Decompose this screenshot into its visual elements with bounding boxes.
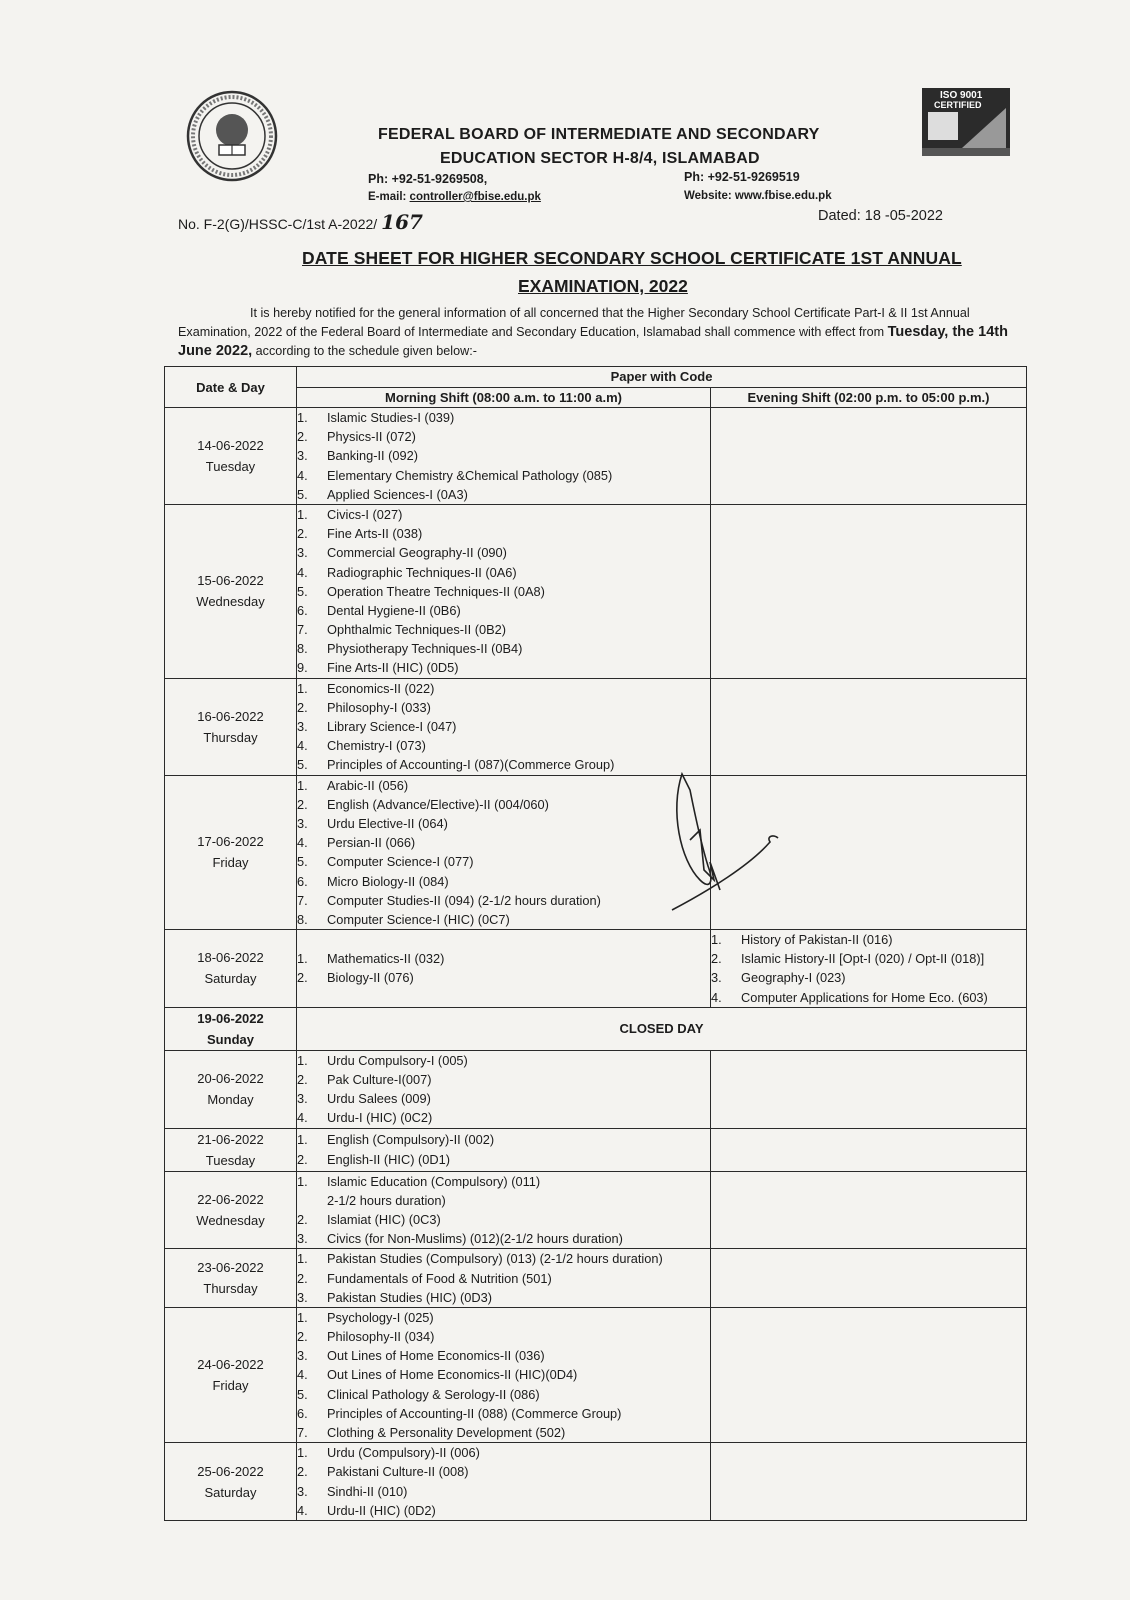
date-sheet-table [164, 366, 1027, 1521]
item-number: 1. [711, 932, 722, 948]
evening-papers-cell [711, 1307, 1027, 1442]
paper-list-item [297, 1443, 710, 1462]
paper-name: Arabic-II (056) [327, 777, 409, 793]
paper-name: Out Lines of Home Economics-II (HIC)(0D4) [327, 1367, 578, 1383]
item-number: 6. [297, 602, 308, 618]
paper-name: Physiotherapy Techniques-II (0B4) [327, 641, 523, 657]
paper-name: Principles of Accounting-I (087)(Commerce Group) [327, 757, 615, 773]
paper-name: Economics-II (022) [327, 680, 435, 696]
table-row [165, 1007, 1027, 1050]
paper-name: Philosophy-I (033) [327, 699, 431, 715]
paper-list-item [297, 852, 710, 871]
morning-papers-cell [297, 1443, 711, 1521]
item-number: 2. [297, 699, 308, 715]
morning-papers-cell [297, 1171, 711, 1249]
item-number: 5. [297, 486, 308, 502]
table-row [165, 1443, 1027, 1521]
paper-list-item [297, 1229, 710, 1248]
paper-name: Urdu-I (HIC) (0C2) [327, 1110, 433, 1126]
date-cell [165, 1171, 297, 1249]
date-cell [165, 930, 297, 1008]
morning-papers-cell [297, 775, 711, 930]
item-number: 7. [297, 892, 308, 908]
table-row [165, 1307, 1027, 1442]
phone-left: Ph: +92-51-9269508, [368, 172, 488, 186]
notice-highlight: Tuesday, the 14th June 2022, [178, 324, 1008, 359]
exam-day: Wednesday [196, 594, 265, 610]
paper-name: English-II (HIC) (0D1) [327, 1151, 451, 1167]
paper-list-item [297, 466, 710, 485]
exam-day: Friday [212, 855, 249, 871]
paper-list-item [297, 1249, 710, 1268]
exam-day: Saturday [204, 971, 257, 987]
table-body [165, 408, 1027, 1521]
evening-papers-cell [711, 408, 1027, 505]
item-number: 3. [297, 1289, 308, 1305]
item-number: 2. [297, 1329, 308, 1345]
item-number: 8. [297, 911, 308, 927]
paper-name: Psychology-I (025) [327, 1309, 434, 1325]
paper-name-continuation: 2-1/2 hours duration) [327, 1192, 446, 1208]
title-line1: DATE SHEET FOR HIGHER SECONDARY SCHOOL CERTIFICATE 1ST ANNUAL [302, 248, 962, 268]
date-cell [165, 1050, 297, 1128]
item-number: 1. [297, 951, 308, 967]
paper-name: Islamic Education (Compulsory) (011) [327, 1173, 541, 1189]
exam-date: 23-06-2022 [197, 1260, 264, 1276]
iso-line2: CERTIFIED [934, 100, 982, 110]
header-evening-shift: Evening Shift (02:00 p.m. to 05:00 p.m.) [711, 387, 1027, 408]
paper-list-item [297, 427, 710, 446]
paper-list-item [297, 1108, 710, 1127]
paper-name: Principles of Accounting-II (088) (Commerce Group) [327, 1405, 622, 1421]
item-number: 4. [297, 835, 308, 851]
ref-no-handwritten: 167 [381, 210, 423, 234]
email-line [368, 191, 541, 203]
paper-name: Sindhi-II (010) [327, 1483, 408, 1499]
paper-name: Islamic History-II [Opt-I (020) / Opt-II (018)] [741, 951, 985, 967]
item-number: 4. [711, 989, 722, 1005]
paper-list-item [297, 1346, 710, 1365]
header-morning-shift: Morning Shift (08:00 a.m. to 11:00 a.m) [297, 387, 711, 408]
item-number: 2. [297, 1151, 308, 1167]
item-number: 5. [297, 757, 308, 773]
exam-day: Thursday [203, 729, 258, 745]
exam-day: Friday [212, 1378, 249, 1394]
date-cell [165, 504, 297, 678]
signature-icon [670, 770, 800, 920]
item-number: 3. [711, 970, 722, 986]
paper-list-item [297, 601, 710, 620]
exam-day: Saturday [204, 1484, 257, 1500]
evening-papers-cell [711, 1128, 1027, 1171]
morning-papers-cell [297, 408, 711, 505]
item-number: 1. [297, 1309, 308, 1325]
paper-name: Computer Science-I (HIC) (0C7) [327, 911, 510, 927]
date-cell [165, 1128, 297, 1171]
paper-name: Pak Culture-I(007) [327, 1072, 432, 1087]
paper-list-item [297, 776, 710, 795]
item-number: 3. [297, 1091, 308, 1107]
paper-list-item [297, 408, 710, 427]
paper-name: Pakistan Studies (Compulsory) (013) (2-1/2 hours duration) [327, 1251, 663, 1267]
paper-list-item [711, 968, 1026, 987]
paper-list-item [297, 505, 710, 524]
item-number: 3. [297, 1348, 308, 1364]
paper-name: English (Advance/Elective)-II (004/060) [327, 796, 549, 812]
item-number: 5. [297, 583, 308, 599]
paper-list-item [297, 563, 710, 582]
table-row [165, 1128, 1027, 1171]
date-cell [165, 1307, 297, 1442]
paper-name: Commercial Geography-II (090) [327, 545, 507, 561]
item-number: 2. [297, 526, 308, 542]
paper-list-item [297, 1172, 710, 1191]
paper-list-item [297, 1288, 710, 1307]
paper-list-item [297, 658, 710, 677]
paper-list-item [297, 833, 710, 852]
item-number: 2. [297, 796, 308, 812]
table-row [165, 678, 1027, 775]
phone-right: Ph: +92-51-9269519 [684, 170, 800, 184]
paper-name: Elementary Chemistry &Chemical Pathology (085) [327, 467, 613, 483]
morning-papers-cell [297, 678, 711, 775]
item-number: 1. [297, 1445, 308, 1461]
notice-paragraph [178, 304, 1036, 361]
paper-list-item [297, 891, 710, 910]
paper-name: Clothing & Personality Development (502) [327, 1425, 566, 1440]
paper-name: Islamic Studies-I (039) [327, 410, 455, 425]
paper-list-item [297, 582, 710, 601]
evening-papers-cell [711, 1050, 1027, 1128]
item-number: 1. [297, 410, 308, 425]
paper-name: Applied Sciences-I (0A3) [327, 486, 468, 502]
paper-list-item [297, 543, 710, 562]
paper-list-item [297, 968, 710, 987]
item-number: 6. [297, 873, 308, 889]
title-line2: EXAMINATION, 2022 [518, 276, 688, 296]
paper-list-item [297, 755, 710, 774]
notice-part1: It is hereby notified for the general information of all concerned that the Higher Secondary School Certificate Part-I & II 1st Annual Examination, 2022 of the Federal Board of Intermediate and Secondary Education, Islamabad shall commence with effect from [178, 306, 970, 339]
date-cell [165, 1443, 297, 1521]
paper-list-item [297, 485, 710, 504]
fbise-logo-icon [186, 90, 278, 182]
reference-number [178, 210, 423, 234]
iso-line1: ISO 9001 [940, 90, 983, 101]
paper-name: Clinical Pathology & Serology-II (086) [327, 1386, 540, 1402]
paper-list-item [297, 1385, 710, 1404]
item-number: 7. [297, 622, 308, 638]
item-number: 4. [297, 1367, 308, 1383]
paper-name: Biology-II (076) [327, 970, 414, 986]
dated: Dated: 18 -05-2022 [818, 208, 943, 224]
paper-name: Radiographic Techniques-II (0A6) [327, 564, 517, 580]
paper-list-item [297, 1482, 710, 1501]
paper-list-item [297, 1308, 710, 1327]
table-row [165, 1249, 1027, 1308]
paper-name: Civics-I (027) [327, 506, 403, 522]
paper-list-item-continuation [297, 1191, 710, 1210]
item-number: 1. [297, 1132, 308, 1148]
paper-name: Library Science-I (047) [327, 719, 457, 734]
paper-list-item [297, 1210, 710, 1229]
paper-name: Banking-II (092) [327, 448, 419, 464]
date-cell [165, 678, 297, 775]
exam-date: 22-06-2022 [197, 1191, 264, 1207]
evening-papers-cell [711, 1443, 1027, 1521]
table-row [165, 1050, 1027, 1128]
paper-list-item [297, 1269, 710, 1288]
paper-name: Micro Biology-II (084) [327, 873, 449, 889]
paper-name: Out Lines of Home Economics-II (036) [327, 1348, 545, 1364]
item-number: 1. [297, 506, 308, 522]
org-name-line1: FEDERAL BOARD OF INTERMEDIATE AND SECONDARY [378, 126, 820, 143]
paper-name: Mathematics-II (032) [327, 951, 445, 967]
item-number: 3. [297, 545, 308, 561]
exam-day: Sunday [207, 1031, 254, 1047]
paper-name: Dental Hygiene-II (0B6) [327, 602, 461, 618]
item-number: 4. [297, 467, 308, 483]
item-number: 4. [297, 564, 308, 580]
paper-list-item [711, 949, 1026, 968]
paper-name: Persian-II (066) [327, 835, 416, 851]
paper-name: Philosophy-II (034) [327, 1329, 435, 1345]
paper-list-item [297, 1089, 710, 1108]
morning-papers-cell [297, 504, 711, 678]
email-link[interactable]: controller@fbise.edu.pk [409, 191, 541, 203]
paper-name: Computer Science-I (077) [327, 854, 474, 870]
table-row [165, 930, 1027, 1008]
paper-list-item [297, 698, 710, 717]
paper-name: Physics-II (072) [327, 429, 416, 445]
paper-name: History of Pakistan-II (016) [741, 932, 893, 948]
paper-list-item [297, 736, 710, 755]
item-number: 3. [297, 815, 308, 831]
paper-list-item [297, 795, 710, 814]
item-number: 2. [297, 1270, 308, 1286]
paper-list-item [297, 814, 710, 833]
paper-name: Chemistry-I (073) [327, 738, 426, 754]
morning-papers-cell [297, 930, 711, 1008]
paper-list-item [297, 1462, 710, 1481]
evening-papers-cell [711, 1171, 1027, 1249]
paper-name: Islamiat (HIC) (0C3) [327, 1211, 441, 1227]
paper-list-item [297, 524, 710, 543]
item-number: 6. [297, 1405, 308, 1421]
item-number: 9. [297, 660, 308, 676]
paper-list-item [297, 949, 710, 968]
item-number: 2. [297, 1211, 308, 1227]
evening-papers-cell [711, 504, 1027, 678]
website-line[interactable]: Website: www.fbise.edu.pk [684, 190, 832, 202]
exam-day: Wednesday [196, 1212, 265, 1228]
exam-date: 14-06-2022 [197, 437, 264, 453]
item-number: 3. [297, 719, 308, 734]
paper-list-item [297, 1423, 710, 1442]
paper-list-item [711, 988, 1026, 1007]
paper-name: Urdu (Compulsory)-II (006) [327, 1445, 480, 1461]
evening-papers-cell [711, 930, 1027, 1008]
notice-part2: according to the schedule given below:- [252, 344, 477, 358]
exam-date: 24-06-2022 [197, 1357, 264, 1373]
exam-date: 20-06-2022 [197, 1071, 264, 1087]
paper-list-item [297, 910, 710, 929]
exam-date: 17-06-2022 [197, 834, 264, 850]
item-number: 4. [297, 1110, 308, 1126]
item-number: 8. [297, 641, 308, 657]
paper-list-item [297, 717, 710, 736]
email-label: E-mail: [368, 191, 410, 203]
paper-name: Fundamentals of Food & Nutrition (501) [327, 1270, 552, 1286]
exam-day: Tuesday [205, 1152, 256, 1168]
ref-no-text: No. F-2(G)/HSSC-C/1st A-2022/ [178, 216, 378, 232]
header-date-day: Date & Day [165, 367, 297, 408]
item-number: 3. [297, 1483, 308, 1499]
table-row [165, 504, 1027, 678]
paper-list-item [297, 639, 710, 658]
paper-name: Urdu Compulsory-I (005) [327, 1052, 468, 1068]
item-number: 7. [297, 1425, 308, 1440]
item-number: 1. [297, 680, 308, 696]
item-number: 3. [297, 448, 308, 464]
paper-name: English (Compulsory)-II (002) [327, 1132, 495, 1148]
item-number: 1. [297, 1251, 308, 1267]
item-number: 5. [297, 1386, 308, 1402]
paper-name: Operation Theatre Techniques-II (0A8) [327, 583, 545, 599]
paper-list-item [297, 1365, 710, 1384]
paper-name: Geography-I (023) [741, 970, 846, 986]
item-number: 1. [297, 1173, 308, 1189]
paper-list-item [297, 1070, 710, 1089]
paper-list-item [297, 1130, 710, 1149]
morning-papers-cell [297, 1307, 711, 1442]
item-number: 1. [297, 777, 308, 793]
paper-list-item [297, 1327, 710, 1346]
exam-date: 25-06-2022 [197, 1463, 264, 1479]
item-number: 4. [297, 1502, 308, 1518]
item-number: 3. [297, 1231, 308, 1247]
paper-list-item [297, 872, 710, 891]
paper-name: Urdu Salees (009) [327, 1091, 431, 1107]
closed-day-cell: CLOSED DAY [297, 1007, 1027, 1050]
table-row [165, 775, 1027, 930]
exam-date: 16-06-2022 [197, 708, 264, 724]
paper-name: Pakistani Culture-II (008) [327, 1464, 469, 1480]
exam-day: Monday [207, 1092, 254, 1108]
paper-name: Urdu Elective-II (064) [327, 815, 448, 831]
table-row [165, 408, 1027, 505]
paper-list-item [297, 1051, 710, 1070]
item-number: 2. [297, 970, 308, 986]
paper-list-item [297, 1150, 710, 1169]
paper-list-item [297, 1404, 710, 1423]
morning-papers-cell [297, 1050, 711, 1128]
paper-list-item [297, 679, 710, 698]
paper-name: Civics (for Non-Muslims) (012)(2-1/2 hours duration) [327, 1231, 623, 1247]
paper-list-item [297, 620, 710, 639]
morning-papers-cell [297, 1128, 711, 1171]
paper-name: Computer Studies-II (094) (2-1/2 hours duration) [327, 892, 601, 908]
evening-papers-cell [711, 678, 1027, 775]
paper-name: Ophthalmic Techniques-II (0B2) [327, 622, 507, 638]
item-number: 1. [297, 1052, 308, 1068]
iso-certified-badge [922, 88, 1010, 156]
exam-day: Thursday [203, 1281, 258, 1297]
paper-list-item [297, 446, 710, 465]
paper-name: Fine Arts-II (HIC) (0D5) [327, 660, 459, 676]
exam-date: 21-06-2022 [197, 1131, 264, 1147]
exam-date: 18-06-2022 [197, 950, 264, 966]
paper-list-item [711, 930, 1026, 949]
exam-date: 19-06-2022 [197, 1010, 264, 1026]
date-cell [165, 408, 297, 505]
item-number: 2. [297, 429, 308, 445]
exam-date: 15-06-2022 [197, 573, 264, 589]
item-number: 2. [297, 1464, 308, 1480]
paper-name: Fine Arts-II (038) [327, 526, 423, 542]
item-number: 5. [297, 854, 308, 870]
date-cell [165, 1249, 297, 1308]
paper-list-item [297, 1501, 710, 1520]
table-row [165, 1171, 1027, 1249]
item-number: 4. [297, 738, 308, 754]
date-cell [165, 775, 297, 930]
header-paper-with-code: Paper with Code [297, 367, 1027, 388]
item-number: 2. [297, 1072, 308, 1087]
evening-papers-cell [711, 1249, 1027, 1308]
paper-name: Pakistan Studies (HIC) (0D3) [327, 1289, 492, 1305]
exam-day: Tuesday [205, 458, 256, 474]
paper-name: Computer Applications for Home Eco. (603) [741, 989, 988, 1005]
paper-name: Urdu-II (HIC) (0D2) [327, 1502, 436, 1518]
date-cell [165, 1007, 297, 1050]
item-number: 2. [711, 951, 722, 967]
morning-papers-cell [297, 1249, 711, 1308]
org-name-line2: EDUCATION SECTOR H-8/4, ISLAMABAD [440, 150, 760, 167]
